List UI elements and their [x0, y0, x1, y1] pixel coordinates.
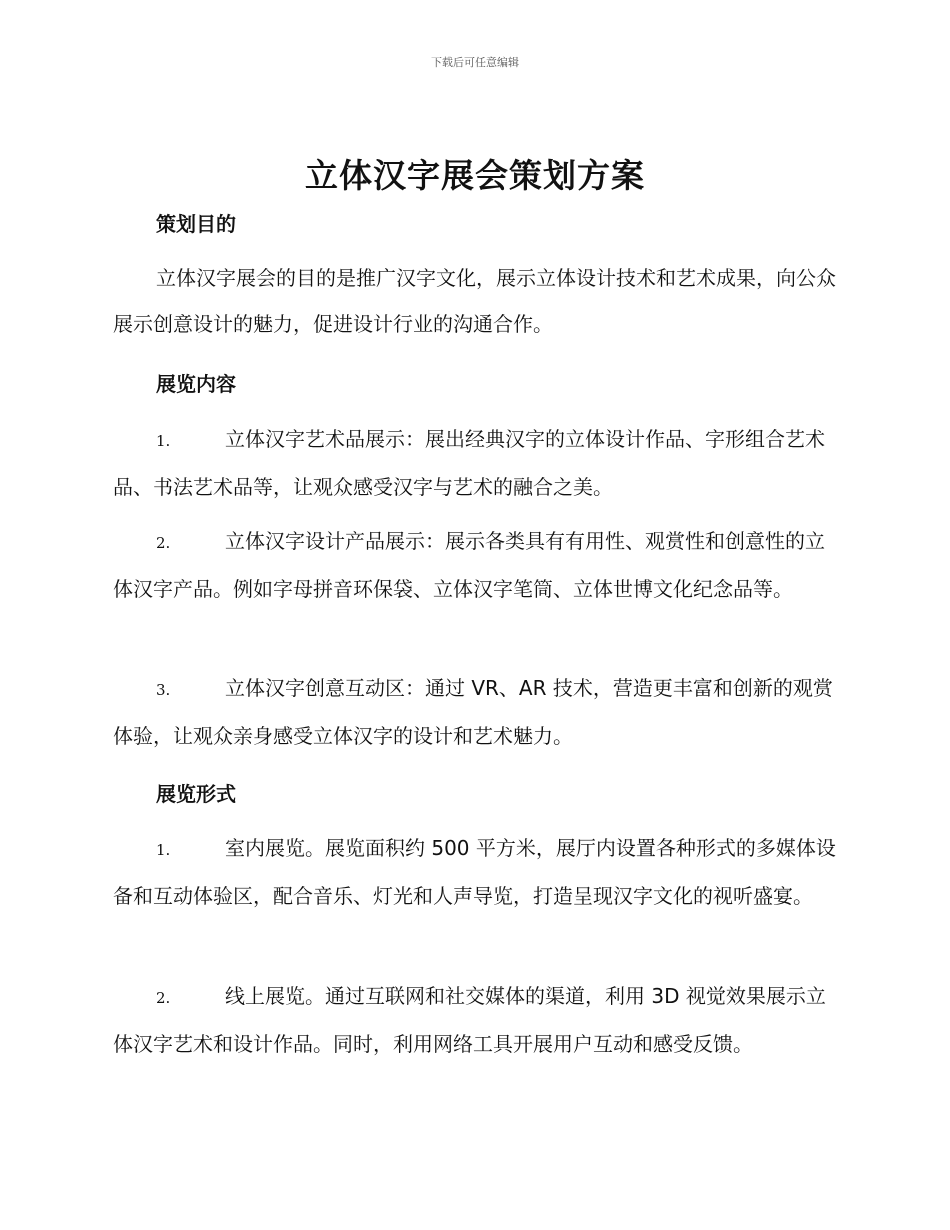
list-number: 3.	[156, 681, 171, 699]
list-item-text: 立体汉字设计产品展示：展示各类具有有用性、观赏性和创意性的立体汉字产品。例如字母拼音环保袋、立体汉字笔筒、立体世博文化纪念品等。	[113, 529, 825, 601]
format-item-1	[113, 825, 843, 919]
section-heading-format: 展览形式	[156, 782, 236, 806]
header-note: 下载后可任意编辑	[431, 56, 519, 69]
document-title: 立体汉字展会策划方案	[305, 156, 645, 195]
section-heading-content: 展览内容	[156, 372, 236, 396]
format-item-2	[113, 973, 843, 1067]
content-item-1	[113, 416, 843, 510]
list-number: 2.	[156, 534, 171, 552]
content-item-3	[113, 665, 843, 759]
list-number: 1.	[156, 432, 171, 450]
purpose-paragraph	[113, 255, 843, 347]
section-heading-purpose: 策划目的	[156, 212, 236, 236]
list-number: 1.	[156, 841, 171, 859]
purpose-text: 立体汉字展会的目的是推广汉字文化，展示立体设计技术和艺术成果，向公众展示创意设计的魅力，促进设计行业的沟通合作。	[113, 266, 836, 336]
list-item-text: 线上展览。通过互联网和社交媒体的渠道，利用 3D 视觉效果展示立体汉字艺术和设计作品。同时，利用网络工具开展用户互动和感受反馈。	[113, 984, 826, 1056]
list-item-text: 立体汉字艺术品展示：展出经典汉字的立体设计作品、字形组合艺术品、书法艺术品等，让观众感受汉字与艺术的融合之美。	[113, 427, 825, 499]
list-item-text: 立体汉字创意互动区：通过 VR、AR 技术，营造更丰富和创新的观赏体验，让观众亲身感受立体汉字的设计和艺术魅力。	[113, 676, 833, 748]
list-item-text: 室内展览。展览面积约 500 平方米，展厅内设置各种形式的多媒体设备和互动体验区，配合音乐、灯光和人声导览，打造呈现汉字文化的视听盛宴。	[113, 836, 836, 908]
list-number: 2.	[156, 989, 171, 1007]
content-item-2	[113, 518, 843, 612]
